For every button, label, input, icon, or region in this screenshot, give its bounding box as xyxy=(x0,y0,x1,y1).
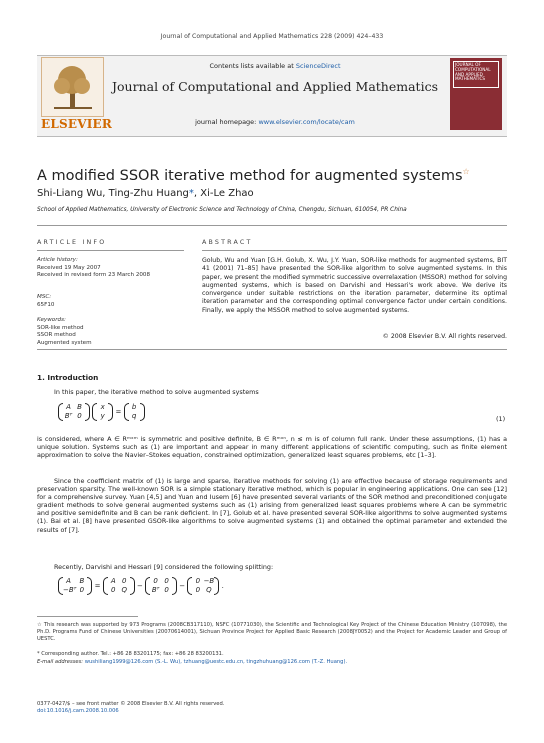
intro-paragraph-2: is considered, where A ∈ Rᵐˣᵐ is symmetric and positive definite, B ∈ Rᵐˣⁿ, n ≤ m is of column full rank. Under these assumptions, (1) has a unique solution. Systems such as (1) are important and appear in many different applications of scientific computing, such as finite element approximation to solve the Navier–Stokes equation, constrained optimization, generalized least squares problems, etc [1–3]. xyxy=(37,435,507,460)
section-heading: 1. Introduction xyxy=(37,373,99,382)
matrix-cell: A xyxy=(110,577,116,585)
equals-sign: = xyxy=(115,408,122,416)
keyword-item: Augmented system xyxy=(37,339,92,346)
unknown-vector xyxy=(92,403,113,421)
msc-code: 65F10 xyxy=(37,301,55,308)
title-footnote-mark[interactable]: ☆ xyxy=(462,167,470,176)
funding-text: This research was supported by 973 Programs (2008CB317110), NSFC (10771030), the Scientific and Technological Key Project of the Chinese Education Ministry (107098), the Ph.D. Programs Fund of Chinese Universities (20070614001), Sichuan Province Project for Applied Basic Research (2008JY0052) and the Project for Academic Leader and Group of UESTC. xyxy=(37,622,508,643)
homepage-link[interactable]: www.elsevier.com/locate/cam xyxy=(258,118,355,126)
running-header: Journal of Computational and Applied Mathematics 228 (2009) 424–433 xyxy=(160,33,384,40)
minus-sign: − xyxy=(179,582,186,590)
footnote-divider xyxy=(37,616,138,617)
minus-sign: − xyxy=(136,582,143,590)
matrix-cell: 0 xyxy=(77,412,82,420)
intro-paragraph-1: In this paper, the iterative method to solve augmented systems xyxy=(54,388,259,396)
keyword-item: SOR-like method xyxy=(37,324,84,331)
authors-part-2: , Xi-Le Zhao xyxy=(193,188,254,199)
matrix-cell: −Bᵀ xyxy=(63,586,77,594)
matrix-cell: 0 xyxy=(195,586,201,594)
matrix-cell: Q xyxy=(206,586,212,594)
affiliation: School of Applied Mathematics, University of Electronic Science and Technology of China, Chengdu, Sichuan, 610054, PR China xyxy=(37,207,407,213)
matrix xyxy=(145,577,177,595)
vector-cell: b xyxy=(131,403,137,411)
matrix xyxy=(58,577,92,595)
matrix-cell: 0 xyxy=(110,586,116,594)
vector-cell: q xyxy=(131,412,137,420)
journal-title: Journal of Computational and Applied Mathematics xyxy=(112,79,438,94)
msc-block xyxy=(37,294,184,309)
revised-date: Received in revised form 23 March 2008 xyxy=(37,272,151,279)
email-addresses[interactable]: wushiliang1999@126.com (S.-L. Wu), tzhuang@uestc.edu.cn, tingzhuhuang@126.com (T.-Z. Huang). xyxy=(84,659,348,665)
email-label: E-mail addresses: xyxy=(37,659,84,665)
homepage-prefix: journal homepage: xyxy=(195,118,257,126)
footnote-mark: * xyxy=(37,651,40,657)
divider xyxy=(37,349,507,350)
received-date: Received 19 May 2007 xyxy=(37,264,101,271)
contents-line xyxy=(110,62,440,70)
matrix xyxy=(187,577,219,595)
matrix-cell: 0 xyxy=(153,577,158,585)
funding-footnote xyxy=(37,622,507,644)
matrix-cell: Bᵀ xyxy=(64,412,73,420)
keyword-item: SSOR method xyxy=(37,332,76,339)
keywords-block xyxy=(37,317,184,347)
publication-info xyxy=(37,701,507,715)
rhs-vector xyxy=(124,403,145,421)
matrix-cell: A xyxy=(66,577,71,585)
article-info-heading: ARTICLE INFO xyxy=(37,239,107,246)
tree-icon xyxy=(42,58,103,116)
corresponding-author-text: Corresponding author. Tel.: +86 28 83201175; fax: +86 28 83200131. xyxy=(41,651,224,657)
publisher-logo-text: ELSEVIER xyxy=(41,117,113,131)
history-label: Article history: xyxy=(37,257,78,263)
matrix-cell: 0 xyxy=(79,586,85,594)
corresponding-author-mark[interactable]: * xyxy=(188,188,194,199)
footnote-mark: ☆ xyxy=(37,622,42,628)
divider xyxy=(37,225,507,226)
matrix-cell: Q xyxy=(121,586,127,594)
article-history xyxy=(37,257,184,280)
matrix xyxy=(103,577,135,595)
copyright-line: © 2008 Elsevier B.V. All rights reserved. xyxy=(382,333,507,340)
divider xyxy=(37,250,184,251)
matrix-cell: Bᵀ xyxy=(151,586,160,594)
article-title-text: A modified SSOR iterative method for augmented systems xyxy=(37,167,463,184)
coefficient-matrix xyxy=(58,403,90,421)
abstract-text: Golub, Wu and Yuan [G.H. Golub, X. Wu, J.Y. Yuan, SOR-like methods for augmented systems, BIT 41 (2001) 71–85] have presented the SOR-like algorithm to solve augmented systems. In this paper, we present the modified symmetric successive overrelaxation (MSSOR) method for solving augmented systems, which is based on Darvishi and Hessari's work above. We derive its convergence under suitable restrictions on the iteration parameter, determine its optimal iteration parameter and the corresponding optimal convergence factor under certain conditions. Finally, we apply the MSSOR method to solve augmented systems. xyxy=(202,257,507,314)
doi-link[interactable]: doi:10.1016/j.cam.2008.10.006 xyxy=(37,708,119,715)
msc-label: MSC: xyxy=(37,294,52,300)
equation-1 xyxy=(58,403,478,421)
elsevier-tree-logo xyxy=(41,57,104,117)
equation-number: (1) xyxy=(496,415,506,423)
intro-paragraph-4: Recently, Darvishi and Hessari [9] considered the following splitting: xyxy=(54,563,274,571)
keywords-label: Keywords: xyxy=(37,317,66,323)
matrix-cell: A xyxy=(66,403,71,411)
matrix-cell: B xyxy=(77,403,82,411)
journal-cover-image xyxy=(450,58,502,130)
issn-line: 0377-0427/$ – see front matter © 2008 Elsevier B.V. All rights reserved. xyxy=(37,701,225,707)
contents-prefix: Contents lists available at xyxy=(209,62,294,70)
equals-sign: = xyxy=(94,582,101,590)
intro-paragraph-3: Since the coefficient matrix of (1) is large and sparse, iterative methods for solving (1) are effective because of storage requirements and preservation sparsity. The well-known SOR is a simple stationary iterative method, which is popular in engineering applications. One can see [12] for a comprehensive survey. Yuan [4,5] and Yuan and Iusem [6] have presented several variants of the SOR method and preconditioned conjugate gradient methods to solve general augmented systems such as (1) arising from generalized least squares problems where A can be symmetric and positive semidefinite and B can be rank deficient. In [7], Golub et al. have presented several SOR-like algorithms to solve augmented systems (1). Bai et al. [8] have presented GSOR-like algorithms to solve augmented systems (1) and obtained the optimal parameter and extended the results of [7]. xyxy=(37,477,507,534)
cover-title: JOURNAL OF COMPUTATIONAL AND APPLIED MATHEMATICS xyxy=(453,61,499,88)
matrix-cell: 0 xyxy=(195,577,201,585)
corresponding-author-footnote xyxy=(37,651,507,658)
matrix-cell: 0 xyxy=(121,577,127,585)
matrix-cell: −B xyxy=(203,577,215,585)
divider xyxy=(202,250,507,251)
abstract-heading: ABSTRACT xyxy=(202,239,253,246)
vector-cell: y xyxy=(100,412,105,420)
equation-splitting: A B −Bᵀ 0 = A 0 0 Q − 0 0 Bᵀ 0 − 0 −B 0 Q . xyxy=(58,577,498,595)
homepage-line xyxy=(110,118,440,126)
matrix-cell: 0 xyxy=(164,577,169,585)
matrix-cell: B xyxy=(79,577,85,585)
matrix-cell: 0 xyxy=(164,586,169,594)
sciencedirect-link[interactable]: ScienceDirect xyxy=(295,62,341,70)
authors-part-1: Shi-Liang Wu, Ting-Zhu Huang xyxy=(37,188,189,199)
article-title xyxy=(37,163,507,185)
vector-cell: x xyxy=(100,403,105,411)
author-list xyxy=(37,187,507,200)
email-footnote xyxy=(37,659,507,666)
